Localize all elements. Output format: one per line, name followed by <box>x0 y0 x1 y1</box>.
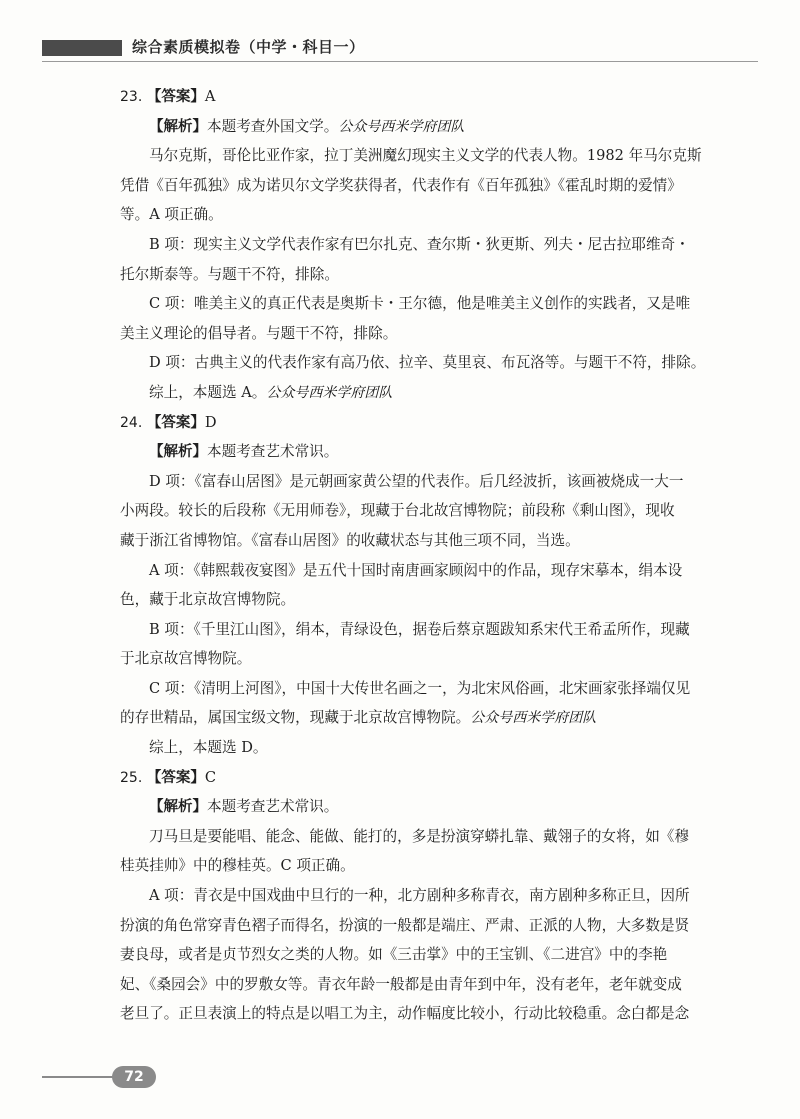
analysis-line: C 项：唯美主义的真正代表是奥斯卡・王尔德，他是唯美主义创作的实践者，又是唯 <box>149 295 691 313</box>
analysis-line: C 项：《清明上河图》，中国十大传世名画之一，为北宋风俗画，北宋画家张择端仅见 <box>149 679 691 697</box>
question-23-answer: 23. 【答案】A <box>120 88 216 105</box>
analysis-line: B 项：《千里江山图》，绢本，青绿设色，据卷后蔡京题跋知系宋代王希孟所作，现藏 <box>149 620 690 638</box>
analysis-line: 小两段。较长的后段称《无用师卷》，现藏于台北故宫博物院；前段称《剩山图》，现收 <box>120 502 675 520</box>
analysis-line: 妻良母，或者是贞节烈女之类的人物。如《三击掌》中的王宝钏、《二进宫》中的李艳 <box>120 946 668 964</box>
page-content <box>120 82 750 1029</box>
page-header <box>0 30 800 62</box>
analysis-line: D 项：古典主义的代表作家有高乃依、拉辛、莫里哀、布瓦洛等。与题干不符，排除。 <box>149 354 706 372</box>
analysis-line: 托尔斯泰等。与题干不符，排除。 <box>120 265 339 283</box>
question-25-analysis-heading: 【解析】本题考查艺术常识。 <box>149 798 339 816</box>
question-25-answer: 25. 【答案】C <box>120 768 217 786</box>
analysis-line: 刀马旦是要能唱、能念、能做、能打的，多是扮演穿蟒扎靠、戴翎子的女将，如《穆 <box>149 827 689 845</box>
analysis-line: A 项：青衣是中国戏曲中旦行的一种，北方剧种多称青衣，南方剧种多称正旦，因所 <box>149 887 690 905</box>
header-title: 综合素质模拟卷（中学・科目一） <box>132 38 365 56</box>
footer-rule <box>42 1076 122 1078</box>
page-number-badge: 72 <box>112 1066 156 1088</box>
analysis-line: 桂英挂帅》中的穆桂英。C 项正确。 <box>120 857 355 875</box>
analysis-line: 色，藏于北京故宫博物院。 <box>120 591 296 609</box>
analysis-line: 扮演的角色常穿青色褶子而得名，扮演的一般都是端庄、严肃、正派的人物，大多数是贤 <box>120 916 690 934</box>
watermark-text: 公众号西米学府团队 <box>266 384 393 401</box>
question-24-answer: 24. 【答案】D <box>120 413 217 431</box>
analysis-line: B 项：现实主义文学代表作家有巴尔扎克、查尔斯・狄更斯、列夫・尼古拉耶维奇・ <box>149 235 690 253</box>
question-24-analysis-heading: 【解析】本题考查艺术常识。 <box>149 443 339 461</box>
analysis-line-with-watermark: 的存世精品，属国宝级文物，现藏于北京故宫博物院。公众号西米学府团队 <box>120 709 597 727</box>
page-footer <box>0 1062 800 1092</box>
question-23-analysis-heading: 【解析】本题考查外国文学。公众号西米学府团队 <box>149 117 465 135</box>
analysis-line: 于北京故宫博物院。 <box>120 650 252 668</box>
analysis-line: 马尔克斯，哥伦比亚作家，拉丁美洲魔幻现实主义文学的代表人物。1982 年马尔克斯 <box>149 147 702 165</box>
analysis-line: 老旦了。正旦表演上的特点是以唱工为主，动作幅度比较小，行动比较稳重。念白都是念 <box>120 1005 690 1023</box>
analysis-line: 美主义理论的倡导者。与题干不符，排除。 <box>120 324 398 342</box>
analysis-line: 藏于浙江省博物馆。《富春山居图》的收藏状态与其他三项不同，当选。 <box>120 531 580 549</box>
analysis-line: 等。A 项正确。 <box>120 206 223 224</box>
analysis-line: 凭借《百年孤独》成为诺贝尔文学奖获得者，代表作有《百年孤独》《霍乱时期的爱情》 <box>120 176 682 194</box>
header-decoration-bar <box>42 40 122 56</box>
question-23-conclusion: 综上，本题选 A。公众号西米学府团队 <box>149 383 393 401</box>
analysis-line: D 项：《富春山居图》是元朝画家黄公望的代表作。后几经波折，该画被烧成一大一 <box>149 472 684 490</box>
watermark-text: 公众号西米学府团队 <box>470 710 597 727</box>
watermark-text: 公众号西米学府团队 <box>338 118 465 135</box>
analysis-line: A 项：《韩熙载夜宴图》是五代十国时南唐画家顾闳中的作品，现存宋摹本，绢本设 <box>149 561 683 579</box>
question-24-conclusion: 综上，本题选 D。 <box>149 739 268 757</box>
header-rule <box>42 61 758 62</box>
analysis-line: 妃、《桑园会》中的罗敷女等。青衣年龄一般都是由青年到中年，没有老年，老年就变成 <box>120 975 682 993</box>
